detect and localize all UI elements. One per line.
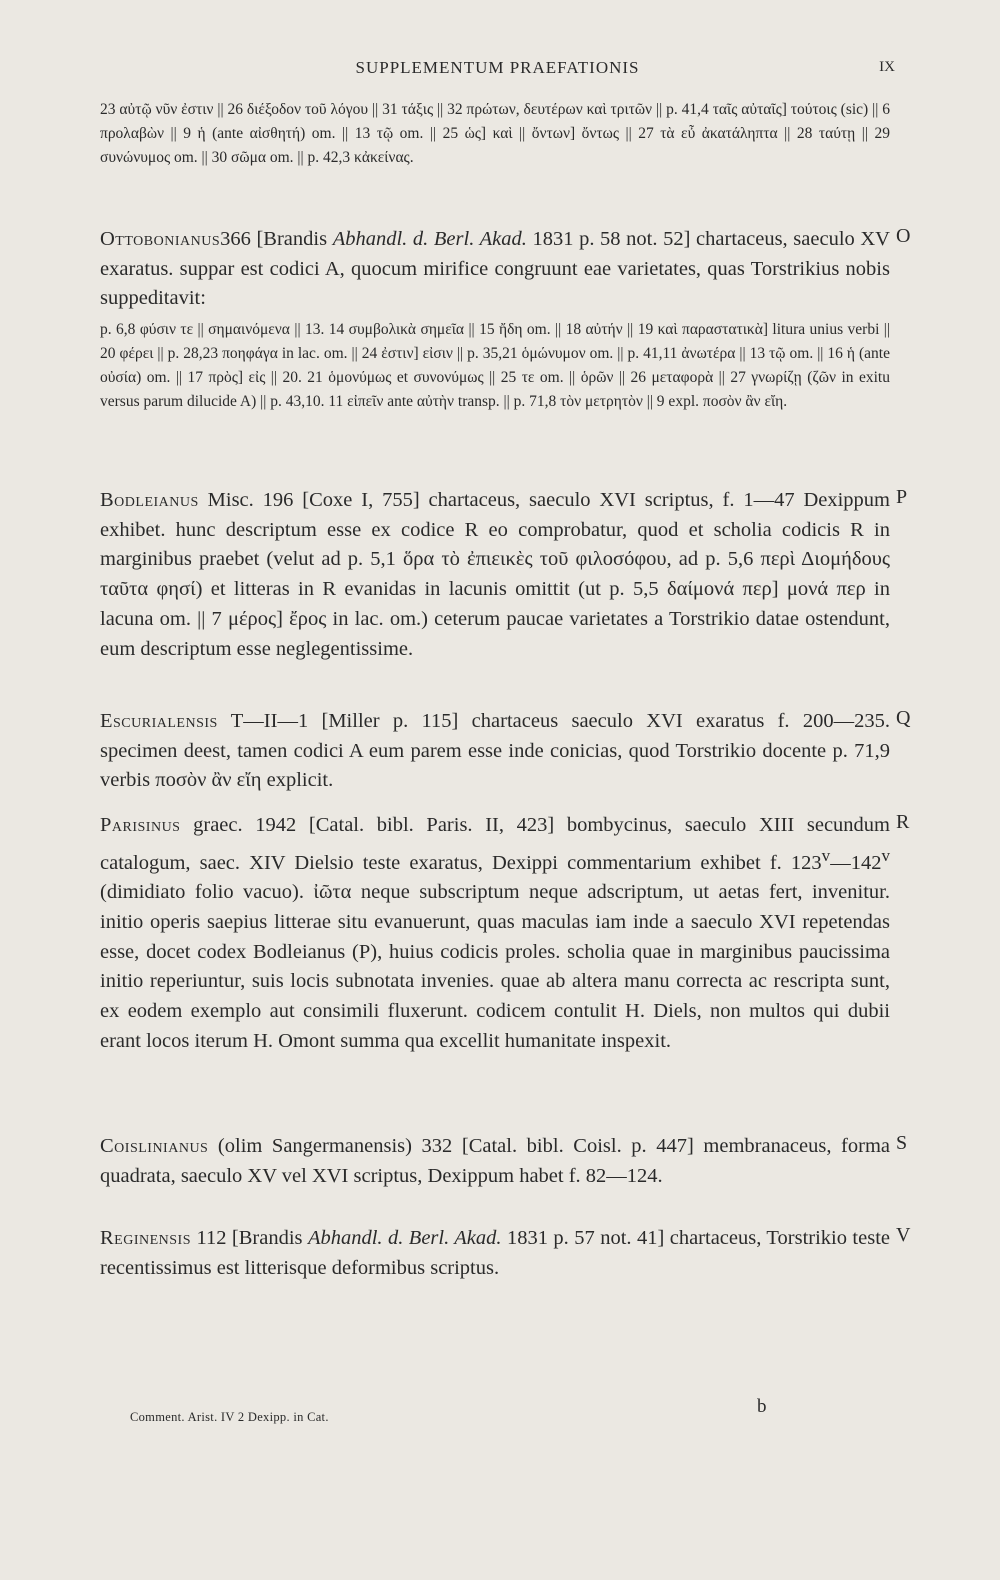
- codex-name: Ottobonianus: [100, 228, 221, 250]
- siglum-s: S: [896, 1132, 908, 1154]
- entry-text: (olim Sangermanensis) 332 [Catal. bibl. Coisl. p. 447] membranaceus, forma quadrata, saeculo XV vel XVI scriptus, Dexippum habet f. 82—124.: [100, 1135, 890, 1187]
- siglum-q: Q: [896, 707, 911, 729]
- codex-name: Parisinus: [100, 814, 181, 836]
- signature-mark: b: [757, 1396, 767, 1417]
- running-header: [100, 58, 895, 82]
- entry-text: Misc. 196 [Coxe I, 755] chartaceus, saeculo XVI scriptus, f. 1—47 Dexippum exhibet. hunc descriptum esse ex codice R eo comprobatur, quod et scholia codicis R in marginibus praebet (velut ad p. 5,1 ὅρα τὸ ἐπιεικὲς τοῦ φιλοσόφου, ad p. 5,6 περὶ Διομήδους ταῦτα φησί) et litteras in R evanidas in lacunis omittit (ut p. 5,5 δαίμονά περ] μονά περ in lacuna om. || 7 μέρος] ἔρος in lac. om.) ceterum paucae varietates a Torstrikio datae ostendunt, eum descriptum esse neglegentissime.: [100, 489, 890, 660]
- entry-text: graec. 1942 [Catal. bibl. Paris. II, 423] bombycinus, saeculo XIII secundum catalogum, saec. XIV Dielsio teste exaratus, Dexippi commentarium exhibet f. 123: [100, 814, 890, 874]
- running-title: SUPPLEMENTUM PRAEFATIONIS: [355, 58, 640, 77]
- entry-ottobonianus: [100, 225, 890, 314]
- entry-text: 366 [Brandis: [220, 228, 333, 250]
- variant-readings-a: 23 αὐτῷ νῦν ἐστιν || 26 διέξοδον τοῦ λόγου || 31 τάξις || 32 πρώτων, δευτέρων καὶ τριτῶν || p. 41,4 ταῖς αὐταῖς] τούτοις (sic) || 6 προλαβὼν || 9 ἡ (ante αἰσθητή) om. || 13 τῷ om. || 25 ὡς] καὶ || ὄντων] ὄντως || 27 τὰ εὖ ἀκατάληπτα || 28 ταύτῃ || 29 συνώνυμος om. || 30 σῶμα om. || p. 42,3 κἀκείνας.: [100, 101, 890, 166]
- siglum-o: O: [896, 225, 911, 247]
- entry-text: —142: [830, 851, 882, 874]
- citation: Abhandl. d. Berl. Akad.: [332, 228, 527, 250]
- entry-parisinus: [100, 811, 890, 1056]
- codex-name: Coislinianus: [100, 1135, 209, 1157]
- footer-series-line: Comment. Arist. IV 2 Dexipp. in Cat.: [130, 1410, 329, 1424]
- superscript-verso: v: [881, 845, 890, 865]
- codex-name: Reginensis: [100, 1227, 192, 1249]
- codex-name: Escurialensis: [100, 710, 218, 732]
- entry-text: 1831 p. 57 not. 41] chartaceus, Torstrikio teste recentissimus est litterisque deformibus scriptus.: [100, 1227, 890, 1279]
- entry-reginensis: [100, 1224, 890, 1283]
- superscript-verso: v: [821, 845, 831, 865]
- entry-coislinianus: [100, 1132, 890, 1191]
- page-number: IX: [879, 59, 895, 75]
- siglum-p: P: [896, 486, 908, 508]
- siglum-v: V: [896, 1224, 911, 1246]
- entry-text: 1831 p. 58 not. 52] chartaceus, saeculo XV exaratus. suppar est codici A, quocum mirifice congruunt eae varietates, quas Torstrikius nobis suppeditavit:: [100, 228, 890, 310]
- variant-readings-b: p. 6,8 φύσιν τε || σημαινόμενα || 13. 14 συμβολικὰ σημεῖα || 15 ἤδη om. || 18 αὐτήν || 19 καὶ παραστατικὰ] litura unius verbi || 20 φέρει || p. 28,23 ποηφάγα in lac. om. || 24 ἐστιν] εἰσιν || p. 35,21 ὁμώνυμον om. || p. 41,11 ἀνωτέρα || 13 τῷ om. || 16 ἡ (ante οὐσία) om. || 17 πρὸς] εἰς || 20. 21 ὁμονύμως et συνονύμως || 25 τε om. || ὁρῶν || 26 μεταφορὰ || 27 γνωρίζῃ (ζῶν in exitu versus parum dilucide A) || p. 43,10. 11 εἰπεῖν ante αὐτὴν transp. || p. 71,8 τὸν μετρητὸν || 9 expl. ποσὸν ἂν εἴη.: [100, 321, 890, 410]
- codex-name: Bodleianus: [100, 489, 199, 511]
- entry-text: 112 [Brandis: [191, 1227, 308, 1249]
- entry-bodleianus: [100, 486, 890, 664]
- entry-text: (dimidiato folio vacuo). ἰῶτα neque subscriptum neque adscriptum, ut aetas fert, invenitur. initio operis saepius litterae situ evanuerunt, quas maculas iam inde a saeculo XVI repetendas esse, docet codex Bodleianus (P), huius codicis proles. scholia quae in marginibus paucissima initio reperiuntur, suis locis subnotata invenies. quae ab altera manu correcta ac rescripta sunt, ex eodem exemplo aut consimili fluxerunt. codicem contulit H. Diels, non multos qui dubii erant locos iterum H. Omont summa qua excellit humanitate inspexit.: [100, 881, 890, 1052]
- entry-text: T—II—1 [Miller p. 115] chartaceus saeculo XVI exaratus f. 200—235. specimen deest, tamen codici A eum parem esse inde conicias, quod Torstrikio docente p. 71,9 verbis ποσὸν ἂν εἴη explicit.: [100, 710, 890, 792]
- entry-escurialensis: [100, 707, 890, 796]
- siglum-r: R: [896, 811, 910, 833]
- citation: Abhandl. d. Berl. Akad.: [307, 1227, 502, 1249]
